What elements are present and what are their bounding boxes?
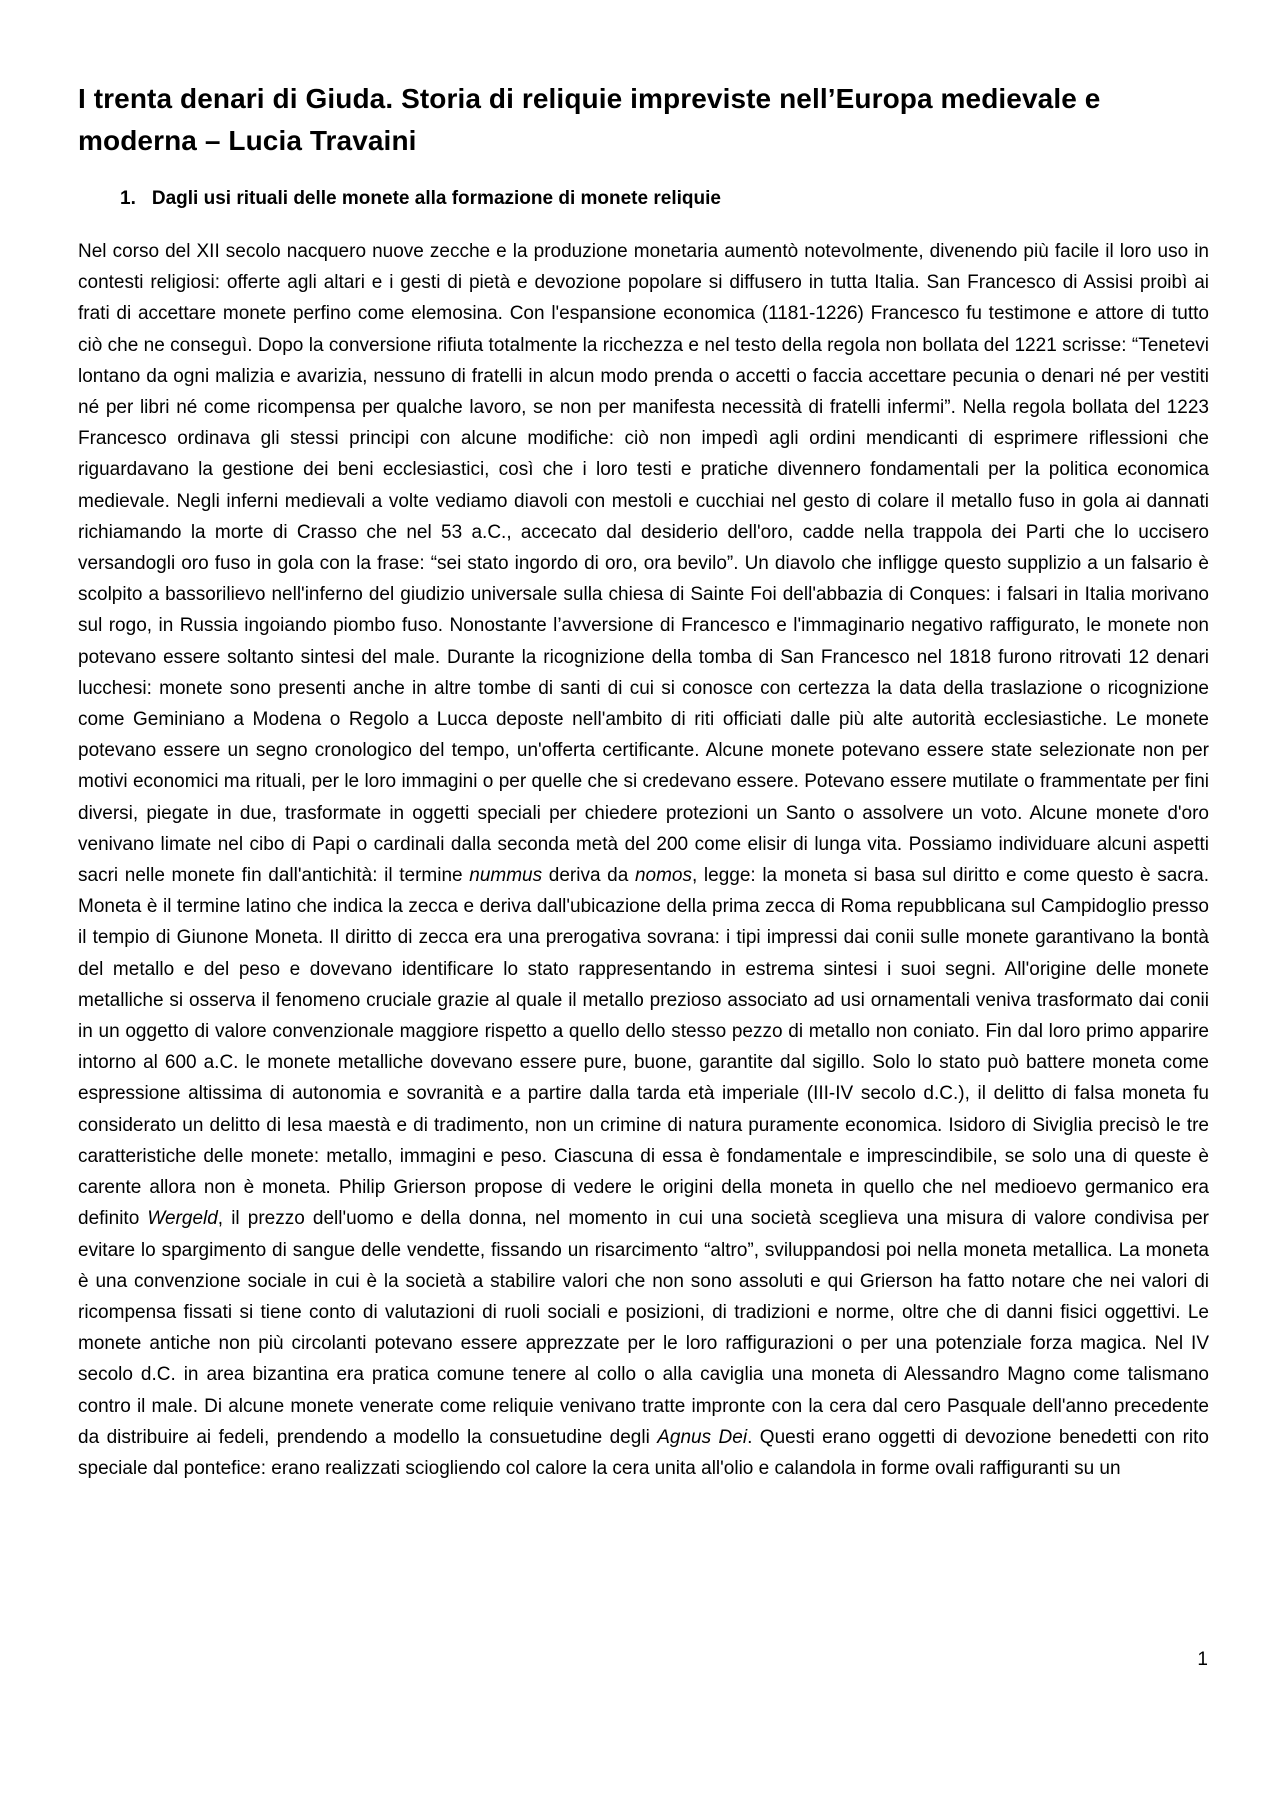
body-paragraph: [78, 236, 1209, 1484]
body-text-segment: , legge: la moneta si basa sul diritto e come questo è sacra. Moneta è il termine latino che indica la zecca e deriva dall'ubicazione della prima zecca di Roma repubblicana sul Campidoglio presso il tempio di Giunone Moneta. Il diritto di zecca era una prerogativa sovrana: i tipi impressi dai conii sulle monete garantivano la bontà del metallo e del peso e dovevano identificare lo stato rappresentando in estrema sintesi i suoi segni. All'origine delle monete metalliche si osserva il fenomeno cruciale grazie al quale il metallo prezioso associato ad usi ornamentali veniva trasformato dai conii in un oggetto di valore convenzionale maggiore rispetto a quello dello stesso pezzo di metallo non coniato. Fin dal loro primo apparire intorno al 600 a.C. le monete metalliche dovevano essere pure, buone, garantite dal sigillo. Solo lo stato può battere moneta come espressione altissima di autonomia e sovranità e a partire dalla tarda età imperiale (III-IV secolo d.C.), il delitto di falsa moneta fu considerato un delitto di lesa maestà e di tradimento, non un crimine di natura puramente economica. Isidoro di Siviglia precisò le tre caratteristiche delle monete: metallo, immagini e peso. Ciascuna di essa è fondamentale e imprescindibile, se solo una di queste è carente allora non è moneta. Philip Grierson propose di vedere le origini della moneta in quello che nel medioevo germanico era definito: [78, 865, 1209, 1230]
document-title: I trenta denari di Giuda. Storia di reliquie impreviste nell’Europa medievale e moderna – Lucia Travaini: [78, 83, 1101, 156]
section-number: 1.: [120, 188, 136, 209]
body-text-segment: Nel corso del XII secolo nacquero nuove zecche e la produzione monetaria aumentò notevolmente, divenendo più facile il loro uso in contesti religiosi: offerte agli altari e i gesti di pietà e devozione popolare si diffusero in tutta Italia. San Francesco di Assisi proibì ai frati di accettare monete perfino come elemosina. Con l'espansione economica (1181-1226) Francesco fu testimone e attore di tutto ciò che ne conseguì. Dopo la conversione rifiuta totalmente la ricchezza e nel testo della regola non bollata del 1221 scrisse: “Tenetevi lontano da ogni malizia e avarizia, nessuno di fratelli in alcun modo prenda o accetti o faccia accettare pecunia o denari né per vestiti né per libri né come ricompensa per qualche lavoro, se non per manifesta necessità di fratelli infermi”. Nella regola bollata del 1223 Francesco ordinava gli stessi principi con alcune modifiche: ciò non impedì agli ordini mendicanti di esprimere riflessioni che riguardavano la gestione dei beni ecclesiastici, così che i loro testi e pratiche divennero fondamentali per la politica economica medievale. Negli inferni medievali a volte vediamo diavoli con mestoli e cucchiai nel gesto di colare il metallo fuso in gola ai dannati richiamando la morte di Crasso che nel 53 a.C., accecato dal desiderio dell'oro, cadde nella trappola dei Parti che lo uccisero versandogli oro fuso in gola con la frase: “sei stato ingordo di oro, ora bevilo”. Un diavolo che infligge questo supplizio a un falsario è scolpito a bassorilievo nell'inferno del giudizio universale sulla chiesa di Sainte Foi dell'abbazia di Conques: i falsari in Italia morivano sul rogo, in Russia ingoiando piombo fuso. Nonostante l’avversione di Francesco e l'immaginario negativo raffigurato, le monete non potevano essere soltanto sintesi del male. Durante la ricognizione della tomba di San Francesco nel 1818 furono ritrovati 12 denari lucchesi: monete sono presenti anche in altre tombe di santi di cui si conosce con certezza la data della traslazione o ricognizione come Geminiano a Modena o Regolo a Lucca deposte nell'ambito di riti officiati dalle più alte autorità ecclesiastiche. Le monete potevano essere un segno cronologico del tempo, un'offerta certificante. Alcune monete potevano essere state selezionate non per motivi economici ma rituali, per le loro immagini o per quelle che si credevano essere. Potevano essere mutilate o frammentate per fini diversi, piegate in due, trasformate in oggetti speciali per chiedere protezioni un Santo o assolvere un voto. Alcune monete d'oro venivano limate nel cibo di Papi o cardinali dalla seconda metà del 200 come elisir di lunga vita. Possiamo individuare alcuni aspetti sacri nelle monete fin dall'antichità: il termine: [78, 241, 1209, 887]
body-text-segment: , il prezzo dell'uomo e della donna, nel momento in cui una società sceglieva una misura di valore condivisa per evitare lo spargimento di sangue delle vendette, fissando un risarcimento “altro”, sviluppandosi poi nella moneta metallica. La moneta è una convenzione sociale in cui è la società a stabilire valori che non sono assoluti e qui Grierson ha fatto notare che nei valori di ricompensa fissati si tiene conto di valutazioni di ruoli sociali e posizioni, di tradizioni e norme, oltre che di danni fisici oggettivi. Le monete antiche non più circolanti potevano essere apprezzate per le loro raffigurazioni o per una potenziale forza magica. Nel IV secolo d.C. in area bizantina era pratica comune tenere al collo o alla caviglia una moneta di Alessandro Magno come talismano contro il male. Di alcune monete venerate come reliquie venivano tratte impronte con la cera dal cero Pasquale dell'anno precedente da distribuire ai fedeli, prendendo a modello la consuetudine degli: [78, 1208, 1210, 1448]
italic-term-wergeld: Wergeld: [147, 1208, 218, 1230]
section-heading-text: Dagli usi rituali delle monete alla formazione di monete reliquie: [151, 188, 721, 209]
italic-term-nomos: nomos: [634, 865, 692, 887]
body-text-segment: . Questi erano oggetti di devozione benedetti con rito speciale dal pontefice: erano realizzati sciogliendo col calore la cera unita all'olio e calandola in forme ovali raffiguranti su un: [78, 1426, 1209, 1479]
italic-term-nummus: nummus: [469, 865, 543, 887]
section-heading: [120, 186, 721, 212]
page-number: 1: [1197, 1649, 1208, 1670]
italic-term-agnus-dei: Agnus Dei: [657, 1426, 748, 1448]
body-text-segment: deriva da: [542, 865, 635, 887]
